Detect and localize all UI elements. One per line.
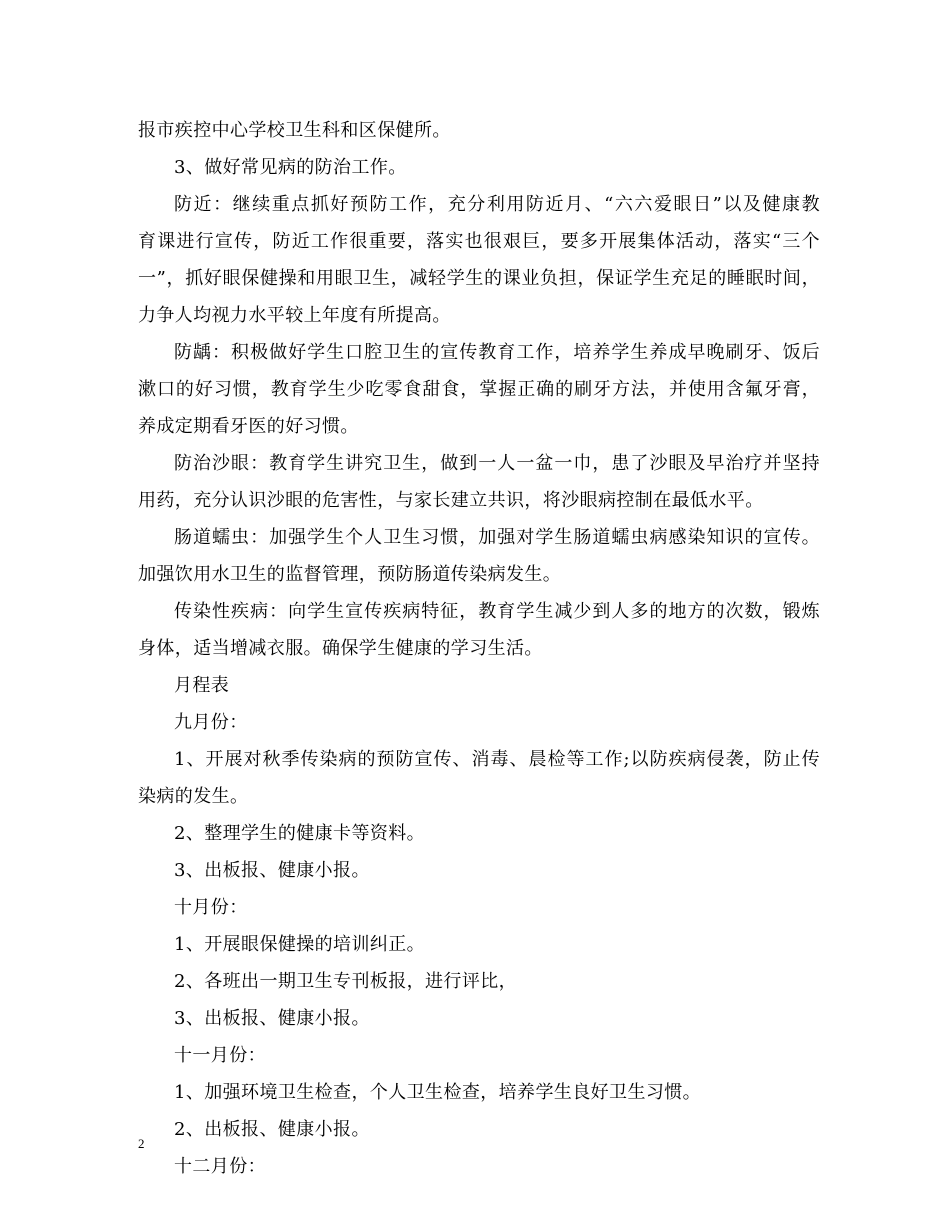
text-line: 3、出板报、健康小报。 xyxy=(174,1008,370,1029)
text-line: 十二月份： xyxy=(174,1156,266,1177)
text-line: 养成定期看牙医的好习惯。 xyxy=(138,416,359,437)
text-line: 漱口的好习惯，教育学生少吃零食甜食，掌握正确的刷牙方法，并使用含氟牙膏， xyxy=(138,379,820,400)
page-number: 2 xyxy=(138,1136,145,1151)
text-line: 2、整理学生的健康卡等资料。 xyxy=(174,823,426,844)
text-line: 染病的发生。 xyxy=(138,786,249,807)
text-line: 1、开展对秋季传染病的预防宣传、消毒、晨检等工作;以防疾病侵袭，防止传 xyxy=(174,749,820,770)
document-body xyxy=(138,112,820,1185)
text-line: 用药，充分认识沙眼的危害性，与家长建立共识，将沙眼病控制在最低水平。 xyxy=(138,490,764,511)
text-line: 身体，适当增减衣服。确保学生健康的学习生活。 xyxy=(138,638,543,659)
text-line: 加强饮用水卫生的监督管理，预防肠道传染病发生。 xyxy=(138,564,562,585)
text-line: 十一月份： xyxy=(174,1045,266,1066)
text-line: 力争人均视力水平较上年度有所提高。 xyxy=(138,305,451,326)
text-line: 育课进行宣传，防近工作很重要，落实也很艰巨，要多开展集体活动，落实“三个 xyxy=(138,231,820,252)
text-line: 一”，抓好眼保健操和用眼卫生，减轻学生的课业负担，保证学生充足的睡眠时间， xyxy=(138,268,820,289)
text-line: 1、开展眼保健操的培训纠正。 xyxy=(174,934,426,955)
text-line: 肠道蠕虫：加强学生个人卫生习惯，加强对学生肠道蠕虫病感染知识的宣传。 xyxy=(174,527,820,548)
text-line: 九月份： xyxy=(174,712,248,733)
text-line: 防龋：积极做好学生口腔卫生的宣传教育工作，培养学生养成早晚刷牙、饭后 xyxy=(174,342,820,363)
text-line: 3、做好常见病的防治工作。 xyxy=(174,157,407,178)
text-line: 1、加强环境卫生检查，个人卫生检查，培养学生良好卫生习惯。 xyxy=(174,1082,702,1103)
text-line: 防近：继续重点抓好预防工作，充分利用防近月、“六六爱眼日”以及健康教 xyxy=(174,194,820,215)
text-line: 防治沙眼：教育学生讲究卫生，做到一人一盆一巾，患了沙眼及早治疗并坚持 xyxy=(174,453,820,474)
text-line: 2、出板报、健康小报。 xyxy=(174,1119,370,1140)
text-line: 3、出板报、健康小报。 xyxy=(174,860,370,881)
text-line: 报市疾控中心学校卫生科和区保健所。 xyxy=(138,120,451,141)
text-line: 传染性疾病：向学生宣传疾病特征，教育学生减少到人多的地方的次数，锻炼 xyxy=(174,601,820,622)
text-line: 2、各班出一期卫生专刊板报，进行评比， xyxy=(174,971,518,992)
text-line: 月程表 xyxy=(174,675,230,696)
text-line: 十月份： xyxy=(174,897,248,918)
